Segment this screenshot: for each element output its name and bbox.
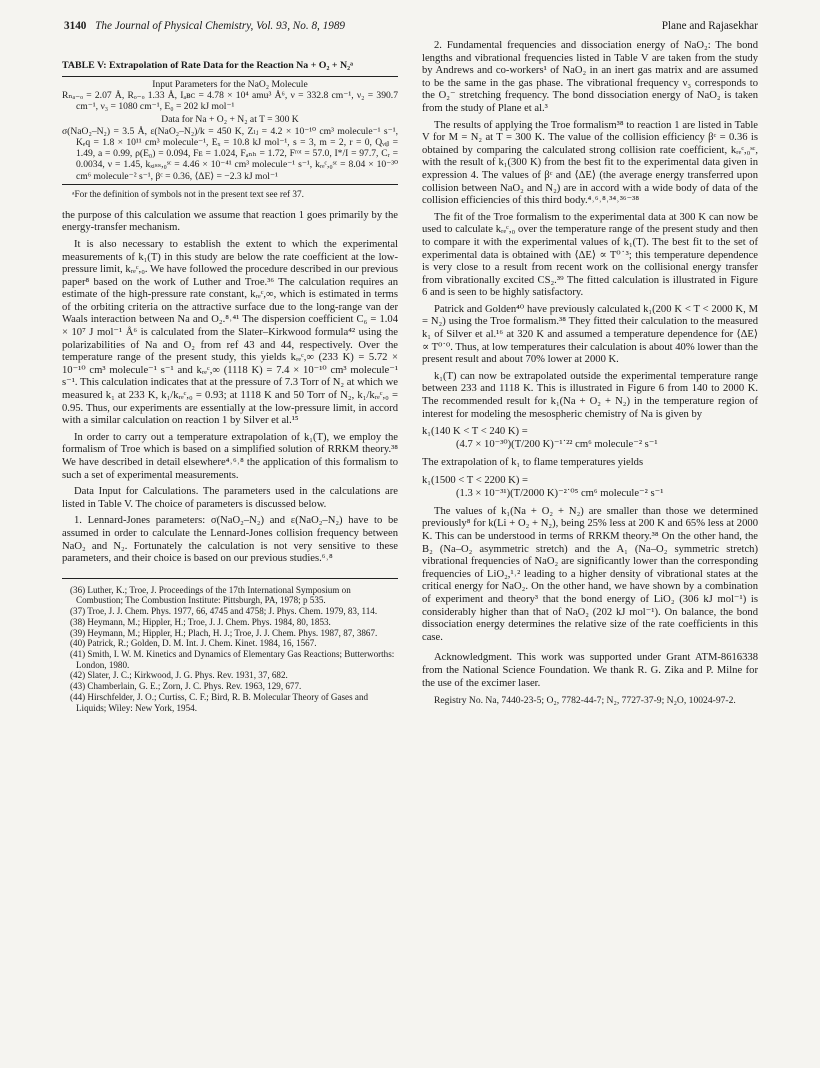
body-paragraph: the purpose of this calculation we assume that reaction 1 goes primarily by the energy-transfer mechanism. [62,209,398,234]
page-header [64,20,758,32]
body-paragraph: The fit of the Troe formalism to the experimental data at 300 K can now be used to calculate kᵣₑᶜ,₀ over the temperature range of the present study and then to compare it with the experimental values of k₁(T). The best fit to the set of experimental data is obtained with ⟨ΔE⟩ ∝ T⁰˙³; this temperature dependence is very close to a result from recent work on the collisional energy transfer from vibrationally excited CS₂.³⁹ The fitted calculation is illustrated in Figure 6 and is seen to be highly satisfactory. [422,211,758,299]
equation-low-temperature [422,425,758,451]
body-paragraph: The values of k₁(Na + O₂ + N₂) are smaller than those we determined previously⁸ for k(Li + O₂ + N₂), being 25% less at 200 K and 65% less at 2000 K. This can be understood in terms of RRKM theory.³⁸ On the other hand, the B₂ (Na–O₂ asymmetric stretch) and the A₁ (Na–O₂ symmetric stretch) vibrational frequencies of NaO₂ are significantly lower than the corresponding frequencies of LiO₂,¹˒² leading to a higher density of vibrational states at the critical energy for NaO₂. On the other hand, we have shown by a combination of experiment and theory³ that the bond energy of LiO₂ (306 kJ mol⁻¹) is considerably higher than that of NaO₂ (202 kJ mol⁻¹). On balance, the bond dissociation energy determines the relative size of the rate coefficients in this case. [422,505,758,643]
body-paragraph: 2. Fundamental frequencies and dissociation energy of NaO₂: The bond lengths and vibrational frequencies listed in Table V are taken from the study by Andrews and co-workers¹ of NaO₂ in an inert gas matrix and are assumed to be the same in the gas phase. The vibrational frequency ν₃ corresponds to the O₂⁻ stretching frequency. The bond dissociation energy of NaO₂ is taken from the study of Plane et al.³ [422,40,758,114]
reference-item: (42) Slater, J. C.; Kirkwood, J. G. Phys. Rev. 1931, 37, 682. [70,670,288,681]
body-paragraph: The results of applying the Troe formalism³⁸ to reaction 1 are listed in Table V for M = N₂ at T = 300 K. The value of the collision efficiency βᶜ = 0.36 is obtained by comparing the calculated strong collision rate coefficient, kᵣₑᶜ,₀ˢᶜ, with the result of k₁(300 K) from the best fit to the experimental data given in expression 4. The values of βᶜ and ⟨ΔE⟩ (the average energy transferred upon collision between NaO₂ and N₂) are in accord with a wide body of data of the collision efficiencies of this third body.⁴˒⁶˒⁸˒³⁴˒³⁶⁻³⁸ [422,119,758,207]
table-footnote: ᵃFor the definition of symbols not in the present text see ref 37. [72,188,304,199]
table-line: Rₙₐ₋ₒ = 2.07 Å, Rₒ₋ₒ 1.33 Å, Iₐʙᴄ = 4.78 × 10⁴ amu³ Å⁶, ν = 332.8 cm⁻¹, ν₂ = 390.7 cm⁻¹, ν₃ = 1080 cm⁻¹, E₀ = 202 kJ mol⁻¹ [62,89,398,113]
body-paragraph: The extrapolation of k₁ to flame temperatures yields [422,457,644,469]
right-column [422,40,758,707]
reference-item: (43) Chamberlain, G. E.; Zorn, J. C. Phys. Rev. 1963, 129, 677. [70,681,302,692]
page-number: 3140 [64,20,87,32]
reference-list [62,578,398,713]
reference-item: (36) Luther, K.; Troe, J. Proceedings of the 17th International Symposium on Combustion; The Combustion Institute: Pittsburgh, PA, 1978; p 535. [70,584,351,606]
table-section-title: Input Parameters for the NaO₂ Molecule [152,78,308,90]
journal-citation: The Journal of Physical Chemistry, Vol. 93, No. 8, 1989 [95,20,346,32]
table-rule-bottom [62,184,398,185]
body-paragraph: Patrick and Golden⁴⁰ have previously calculated k₁(200 K < T < 2000 K, M = N₂) using the Troe formalism.³⁸ They fitted their calculation to the measured k₁ of Silver et al.¹⁶ at 320 K and assumed a temperature dependence for ⟨ΔE⟩ ∝ T⁰˙⁰. Thus, at low temperatures their calculation is about 40% lower than the present result and about 70% lower at 2000 K. [422,303,758,366]
reference-item: (39) Heymann, M.; Hippler, H.; Plach, H. J.; Troe, J. J. Chem. Phys. 1987, 87, 3867. [70,627,378,638]
reference-item: (41) Smith, I. W. M. Kinetics and Dynamics of Elementary Gas Reactions; Butterworths: London, 1980. [70,648,395,670]
reference-item: (44) Hirschfelder, J. O.; Curtiss, C. F.; Bird, R. B. Molecular Theory of Gases and Liquids; Wiley: New York, 1954. [70,691,369,713]
equation-line: k₁(1500 < T < 2200 K) = [422,474,528,486]
equation-line: (1.3 × 10⁻³¹)(T/2000 K)⁻²˙⁰⁵ cm⁶ molecule⁻² s⁻¹ [456,487,664,499]
reference-item: (40) Patrick, R.; Golden, D. M. Int. J. Chem. Kinet. 1984, 16, 1567. [70,638,317,649]
equation-flame-temperature [422,474,758,500]
body-paragraph: In order to carry out a temperature extrapolation of k₁(T), we employ the formalism of Troe which is based on a simplified solution of RRKM theory.³⁸ We have described in detail elsewhere⁴˒⁶˒⁸ the application of this formalism to such a set of experimental measurements. [62,431,398,481]
table-line: σ(NaO₂–N₂) = 3.5 Å, ε(NaO₂–N₂)/k = 450 K, Zₗⱼ = 4.2 × 10⁻¹⁰ cm³ molecule⁻¹ s⁻¹, Kₑq = 1.8 × 10¹¹ cm³ molecule⁻¹, Eₓ = 10.8 kJ mol⁻¹, s = 3, m = 2, r = 0, Qᵥᵢᵦ = 1.49, a = 0.99, ρ(E₀) = 0.094, Fᴇ = 1.024, Fₐₙₕ = 1.72, Fʳᵒᵗ = 57.0, I*/I = 97.7, Cᵣ = 0.0034, ν = 1.45, kₓᵢₛₛ,₀ˢᶜ = 4.46 × 10⁻⁴¹ cm³ molecule⁻¹ s⁻¹, kᵣₑᶜ,₀ˢᶜ = 8.04 × 10⁻³⁰ cm⁶ molecule⁻² s⁻¹, βᶜ = 0.36, ⟨ΔE⟩ = −2.3 kJ mol⁻¹ [62,125,398,182]
table-v [62,60,398,200]
table-section-title: Data for Na + O₂ + N₂ at T = 300 K [161,114,299,126]
body-paragraph: k₁(T) can now be extrapolated outside the experimental temperature range between 233 and 1118 K. This is illustrated in Figure 6 from 140 to 2000 K. The recommended result for k₁(Na + O₂ + N₂) in the temperature region of interest for modeling the mesospheric chemistry of Na is given by [422,370,758,420]
body-paragraph: 1. Lennard-Jones parameters: σ(NaO₂–N₂) and ε(NaO₂–N₂) have to be assumed in order to calculate the Lennard-Jones collision frequency between NaO₂ and N₂. Fortunately the calculation is not very sensitive to these parameters, and their choice is based on our previous studies.⁶˒⁸ [62,515,398,565]
reference-item: (37) Troe, J. J. Chem. Phys. 1977, 66, 4745 and 4758; J. Phys. Chem. 1979, 83, 114. [70,606,378,617]
reference-item: (38) Heymann, M.; Hippler, H.; Troe, J. J. Chem. Phys. 1984, 80, 1853. [70,616,331,627]
acknowledgment: Acknowledgment. This work was supported under Grant ATM-8616338 from the National Science Foundation. We thank R. G. Zika and P. Milne for the use of the excimer laser. [422,652,758,689]
left-column [62,60,398,713]
registry-numbers: Registry No. Na, 7440-23-5; O₂, 7782-44-7; N₂, 7727-37-9; N₂O, 10024-97-2. [434,695,736,707]
equation-line: (4.7 × 10⁻³⁰)(T/200 K)⁻¹˙²² cm⁶ molecule⁻² s⁻¹ [456,439,658,451]
equation-line: k₁(140 K < T < 240 K) = [422,426,528,438]
table-title: TABLE V: Extrapolation of Rate Data for the Reaction Na + O₂ + N₂ᵃ [62,60,353,71]
body-paragraph: Data Input for Calculations. The parameters used in the calculations are listed in Table V. The choice of parameters is discussed below. [62,486,398,510]
body-paragraph: It is also necessary to establish the extent to which the experimental measurements of k₁(T) in this study are below the rate coefficient at the low-pressure limit, kᵣₑᶜ,₀. We have followed the procedure described in our previous paper⁸ based on the work of Luther and Troe.³⁶ The calculation requires an estimate of the high-pressure rate constant, kᵣₑᶜ,∞, which is estimated in terms of the orbiting criteria on the attractive surface due to the long-range van der Waals interaction between Na and O₂.⁸˒⁴¹ The dispersion coefficient C₆ = 1.04 × 10⁷ J mol⁻¹ Å⁶ is calculated from the Slater–Kirkwood formula⁴² using the polarizabilities of Na and O₂ from ref 43 and 44, respectively. Over the temperature range of the present study, this yields kᵣₑᶜ,∞ (233 K) = 5.72 × 10⁻¹⁰ cm³ molecule⁻¹ s⁻¹ and kᵣₑᶜ,∞ (1118 K) = 7.4 × 10⁻¹⁰ cm³ molecule⁻¹ s⁻¹. This calculation indicates that at the pressure of 7.3 Torr of N₂ at which we measured k₁ at 233 K, k₁/kᵣₑᶜ,₀ = 0.93; at 1118 K and 50 Torr of N₂, k₁/kᵣₑᶜ,₀ = 0.95. Thus, our experiments are essentially at the low-pressure limit, in accord with a similar calculation on reaction 1 by Silver et al.¹⁵ [62,238,398,427]
table-rule-top [62,76,398,77]
running-authors: Plane and Rajasekhar [661,20,758,32]
